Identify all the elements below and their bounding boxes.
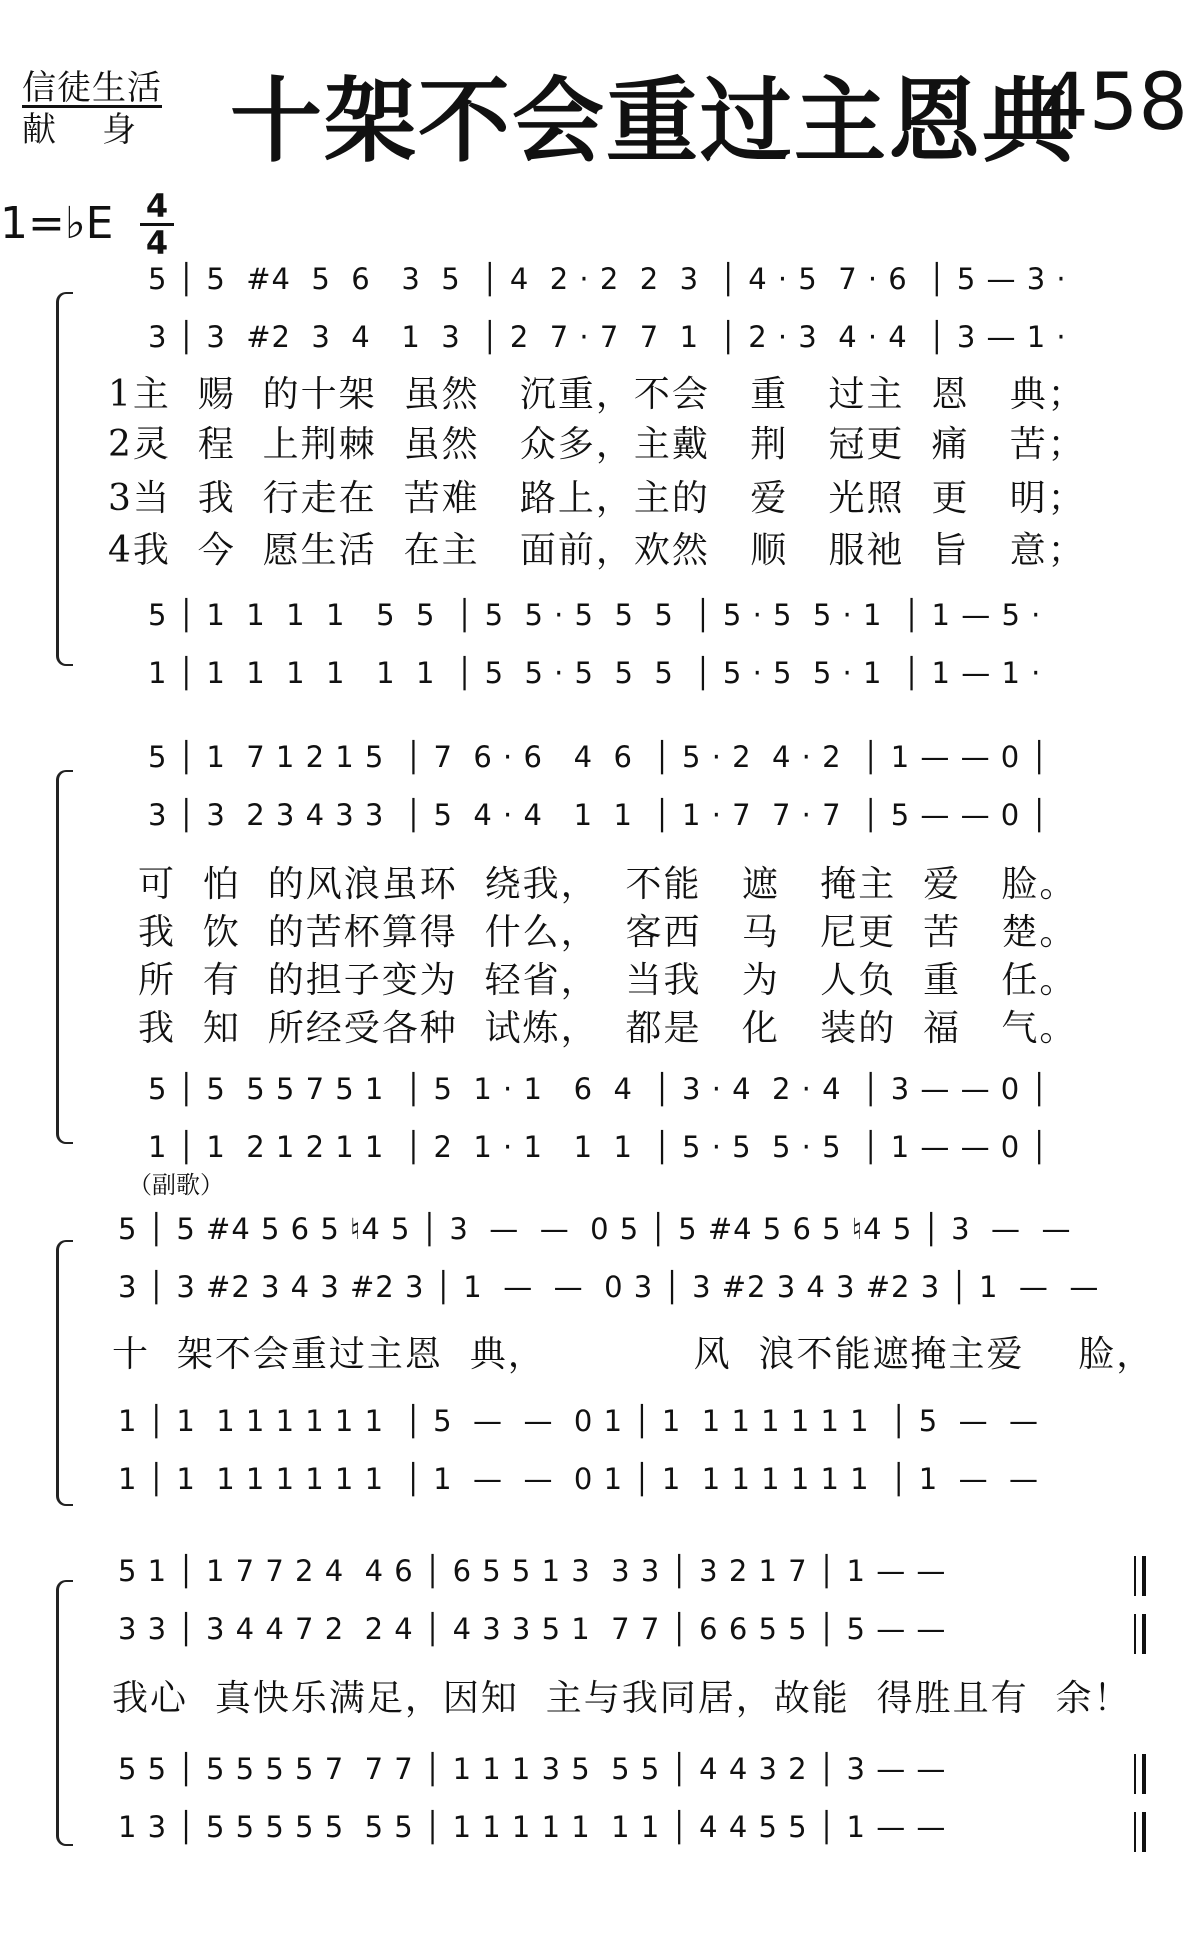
key-signature: 1=♭E — [0, 198, 114, 249]
lyric-verse-3: 3当 我 行走在 苦难 路上，主的 爱 光照 更 明； — [108, 478, 1086, 519]
time-signature — [140, 187, 174, 262]
alto-line: 3 │ 3 #2 3 4 3 #2 3 │ 1 — — 0 3 │ 3 #2 3 4 3 #2 3 │ 1 — — — [118, 1270, 1100, 1304]
lyric-verse-3: 所 有 的担子变为 轻省， 当我 为 人负 重 任。 — [138, 960, 1078, 1001]
soprano-line: 5 │ 1 7 1 2 1 5 │ 7 6 · 6 4 6 │ 5 · 2 4 · 2 │ 1 — — 0 │ — [148, 740, 1049, 774]
tenor-line: 1 │ 1 1 1 1 1 1 1 │ 5 — — 0 1 │ 1 1 1 1 1 1 1 │ 5 — — — [118, 1404, 1040, 1438]
hymn-number: 458 — [1039, 58, 1188, 148]
bass-line: 1 │ 1 1 1 1 1 1 1 │ 1 — — 0 1 │ 1 1 1 1 1 1 1 │ 1 — — — [118, 1462, 1040, 1496]
soprano-line: 5 │ 5 #4 5 6 3 5 │ 4 2 · 2 2 3 │ 4 · 5 7 · 6 │ 5 — 3 · — [148, 262, 1067, 296]
tenor-line: 5 5 │ 5 5 5 5 7 7 7 │ 1 1 1 3 5 5 5 │ 4 4 3 2 │ 3 — — — [118, 1752, 947, 1786]
lyric-verse-1: 可 怕 的风浪虽环 绕我， 不能 遮 掩主 爱 脸。 — [138, 864, 1078, 905]
system-bracket — [56, 770, 73, 1144]
category-primary: 信徒生活 — [22, 68, 162, 108]
lyric-chorus: 我心 真快乐满足，因知 主与我同居，故能 得胜且有 余！ — [112, 1678, 1132, 1719]
time-signature-bottom: 4 — [145, 224, 169, 262]
system-bracket — [56, 292, 73, 666]
system-bracket — [56, 1240, 73, 1506]
lyric-verse-4: 我 知 所经受各种 试炼， 都是 化 装的 福 气。 — [138, 1008, 1078, 1049]
alto-line: 3 │ 3 #2 3 4 1 3 │ 2 7 · 7 7 1 │ 2 · 3 4 · 4 │ 3 — 1 · — [148, 320, 1067, 354]
final-barline — [1134, 1614, 1146, 1654]
category-secondary: 献 身 — [22, 110, 142, 150]
soprano-line: 5 1 │ 1 7 7 2 4 4 6 │ 6 5 5 1 3 3 3 │ 3 2 1 7 │ 1 — — — [118, 1554, 947, 1588]
alto-line: 3 │ 3 2 3 4 3 3 │ 5 4 · 4 1 1 │ 1 · 7 7 · 7 │ 5 — — 0 │ — [148, 798, 1049, 832]
tenor-line: 5 │ 5 5 5 7 5 1 │ 5 1 · 1 6 4 │ 3 · 4 2 · 4 │ 3 — — 0 │ — [148, 1072, 1049, 1106]
bass-line: 1 3 │ 5 5 5 5 5 5 5 │ 1 1 1 1 1 1 1 │ 4 4 5 5 │ 1 — — — [118, 1810, 947, 1844]
tenor-line: 5 │ 1 1 1 1 5 5 │ 5 5 · 5 5 5 │ 5 · 5 5 · 1 │ 1 — 5 · — [148, 598, 1042, 632]
lyric-verse-1: 1主 赐 的十架 虽然 沉重，不会 重 过主 恩 典； — [108, 374, 1086, 415]
final-barline — [1134, 1754, 1146, 1794]
lyric-chorus: 十 架不会重过主恩 典， 风 浪不能遮掩主爱 脸， — [112, 1334, 1155, 1375]
system-bracket — [56, 1580, 73, 1846]
lyric-verse-2: 2灵 程 上荆棘 虽然 众多，主戴 荆 冠更 痛 苦； — [108, 424, 1086, 465]
soprano-line: 5 │ 5 #4 5 6 5 ♮4 5 │ 3 — — 0 5 │ 5 #4 5 6 5 ♮4 5 │ 3 — — — [118, 1212, 1072, 1246]
final-barline — [1134, 1812, 1146, 1852]
time-signature-top: 4 — [145, 187, 169, 225]
final-barline — [1134, 1556, 1146, 1596]
lyric-verse-4: 4我 今 愿生活 在主 面前，欢然 顺 服祂 旨 意； — [108, 530, 1086, 571]
lyric-verse-2: 我 饮 的苦杯算得 什么， 客西 马 尼更 苦 楚。 — [138, 912, 1078, 953]
hymn-title: 十架不会重过主恩典 — [230, 67, 1077, 175]
bass-line: 1 │ 1 2 1 2 1 1 │ 2 1 · 1 1 1 │ 5 · 5 5 · 5 │ 1 — — 0 │ — [148, 1130, 1049, 1164]
bass-line: 1 │ 1 1 1 1 1 1 │ 5 5 · 5 5 5 │ 5 · 5 5 · 1 │ 1 — 1 · — [148, 656, 1042, 690]
chorus-label: （副歌） — [128, 1171, 224, 1199]
alto-line: 3 3 │ 3 4 4 7 2 2 4 │ 4 3 3 5 1 7 7 │ 6 6 5 5 │ 5 — — — [118, 1612, 947, 1646]
